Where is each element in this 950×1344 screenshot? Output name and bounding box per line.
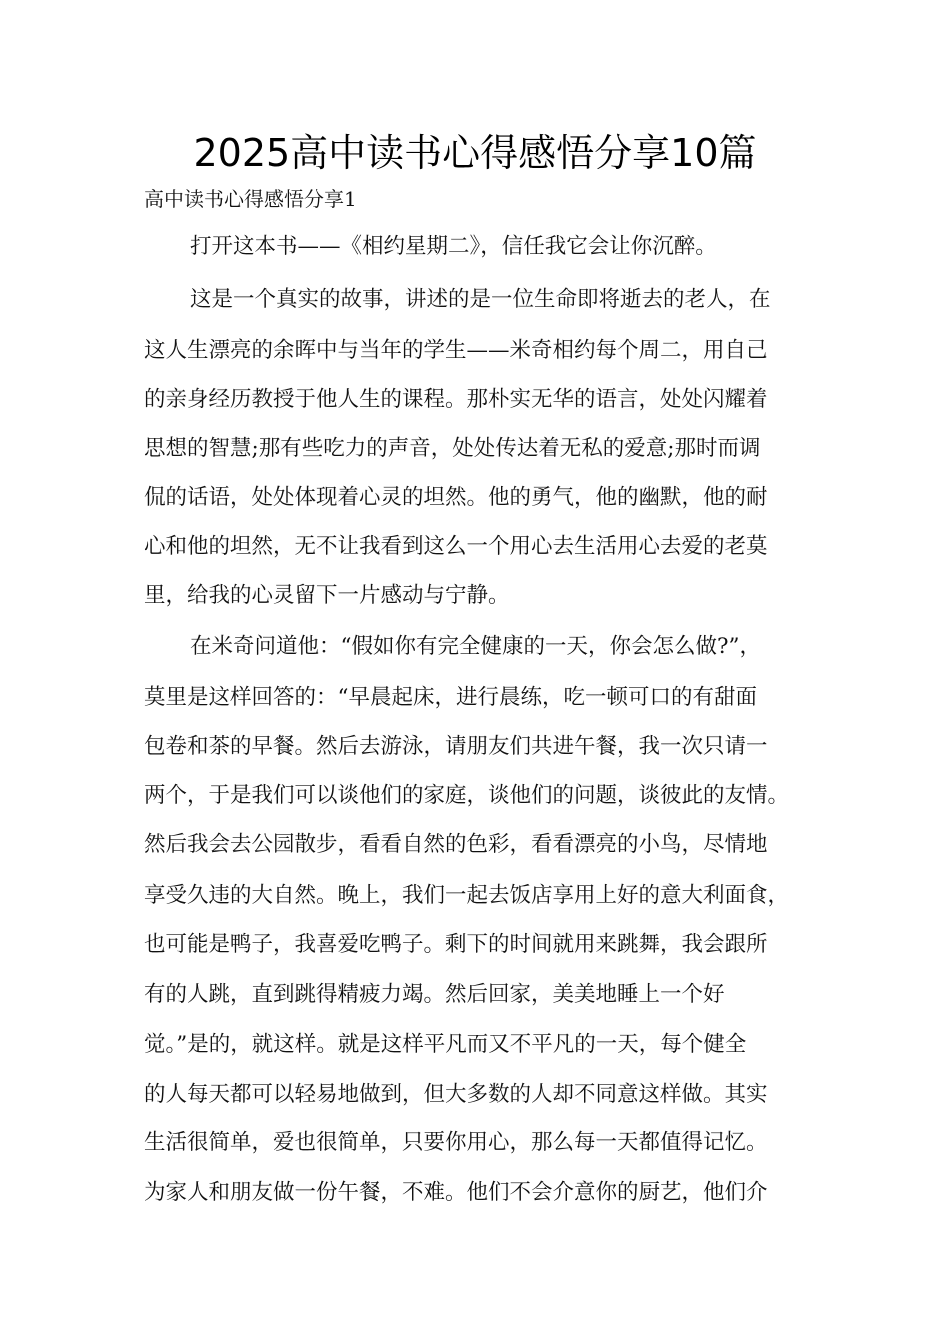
paragraph-line: 在米奇问道他：“假如你有完全健康的一天，你会怎么做?”， [190,634,762,659]
paragraph-line: 打开这本书——《相约星期二》，信任我它会让你沉醉。 [190,234,717,259]
paragraph-line: 里，给我的心灵留下一片感动与宁静。 [144,583,510,608]
paragraph-line: 有的人跳，直到跳得精疲力竭。然后回家，美美地睡上一个好 [144,982,725,1007]
paragraph-line: 两个，于是我们可以谈他们的家庭，谈他们的问题，谈彼此的友情。 [144,783,790,808]
paragraph-line: 生活很简单，爱也很简单，只要你用心，那么每一天都值得记忆。 [144,1130,768,1155]
section-heading: 高中读书心得感悟分享1 [144,187,357,211]
paragraph-line: 的亲身经历教授于他人生的课程。那朴实无华的语言，处处闪耀着 [144,387,768,412]
paragraph-line: 享受久违的大自然。晚上，我们一起去饭店享用上好的意大利面食， [144,883,790,908]
document-title: 2025高中读书心得感悟分享10篇 [193,131,757,175]
paragraph-line: 也可能是鸭子，我喜爱吃鸭子。剩下的时间就用来跳舞，我会跟所 [144,932,768,957]
paragraph-line: 思想的智慧;那有些吃力的声音，处处传达着无私的爱意;那时而调 [144,436,761,461]
paragraph-line: 这是一个真实的故事，讲述的是一位生命即将逝去的老人，在 [190,287,771,312]
paragraph-line: 心和他的坦然，无不让我看到这么一个用心去生活用心去爱的老莫 [144,534,768,559]
paragraph-line: 为家人和朋友做一份午餐，不难。他们不会介意你的厨艺，他们介 [144,1180,768,1205]
paragraph-line: 的人每天都可以轻易地做到，但大多数的人却不同意这样做。其实 [144,1082,768,1107]
paragraph-line: 然后我会去公园散步，看看自然的色彩，看看漂亮的小鸟，尽情地 [144,832,768,857]
paragraph-line: 包卷和茶的早餐。然后去游泳，请朋友们共进午餐，我一次只请一 [144,734,768,759]
paragraph-line: 莫里是这样回答的：“早晨起床，进行晨练，吃一顿可口的有甜面 [144,685,757,710]
paragraph-line: 觉。”是的，就这样。就是这样平凡而又不平凡的一天，每个健全 [144,1032,747,1057]
paragraph-line: 侃的话语，处处体现着心灵的坦然。他的勇气，他的幽默，他的耐 [144,485,768,510]
paragraph-line: 这人生漂亮的余晖中与当年的学生——米奇相约每个周二，用自己 [144,338,768,363]
